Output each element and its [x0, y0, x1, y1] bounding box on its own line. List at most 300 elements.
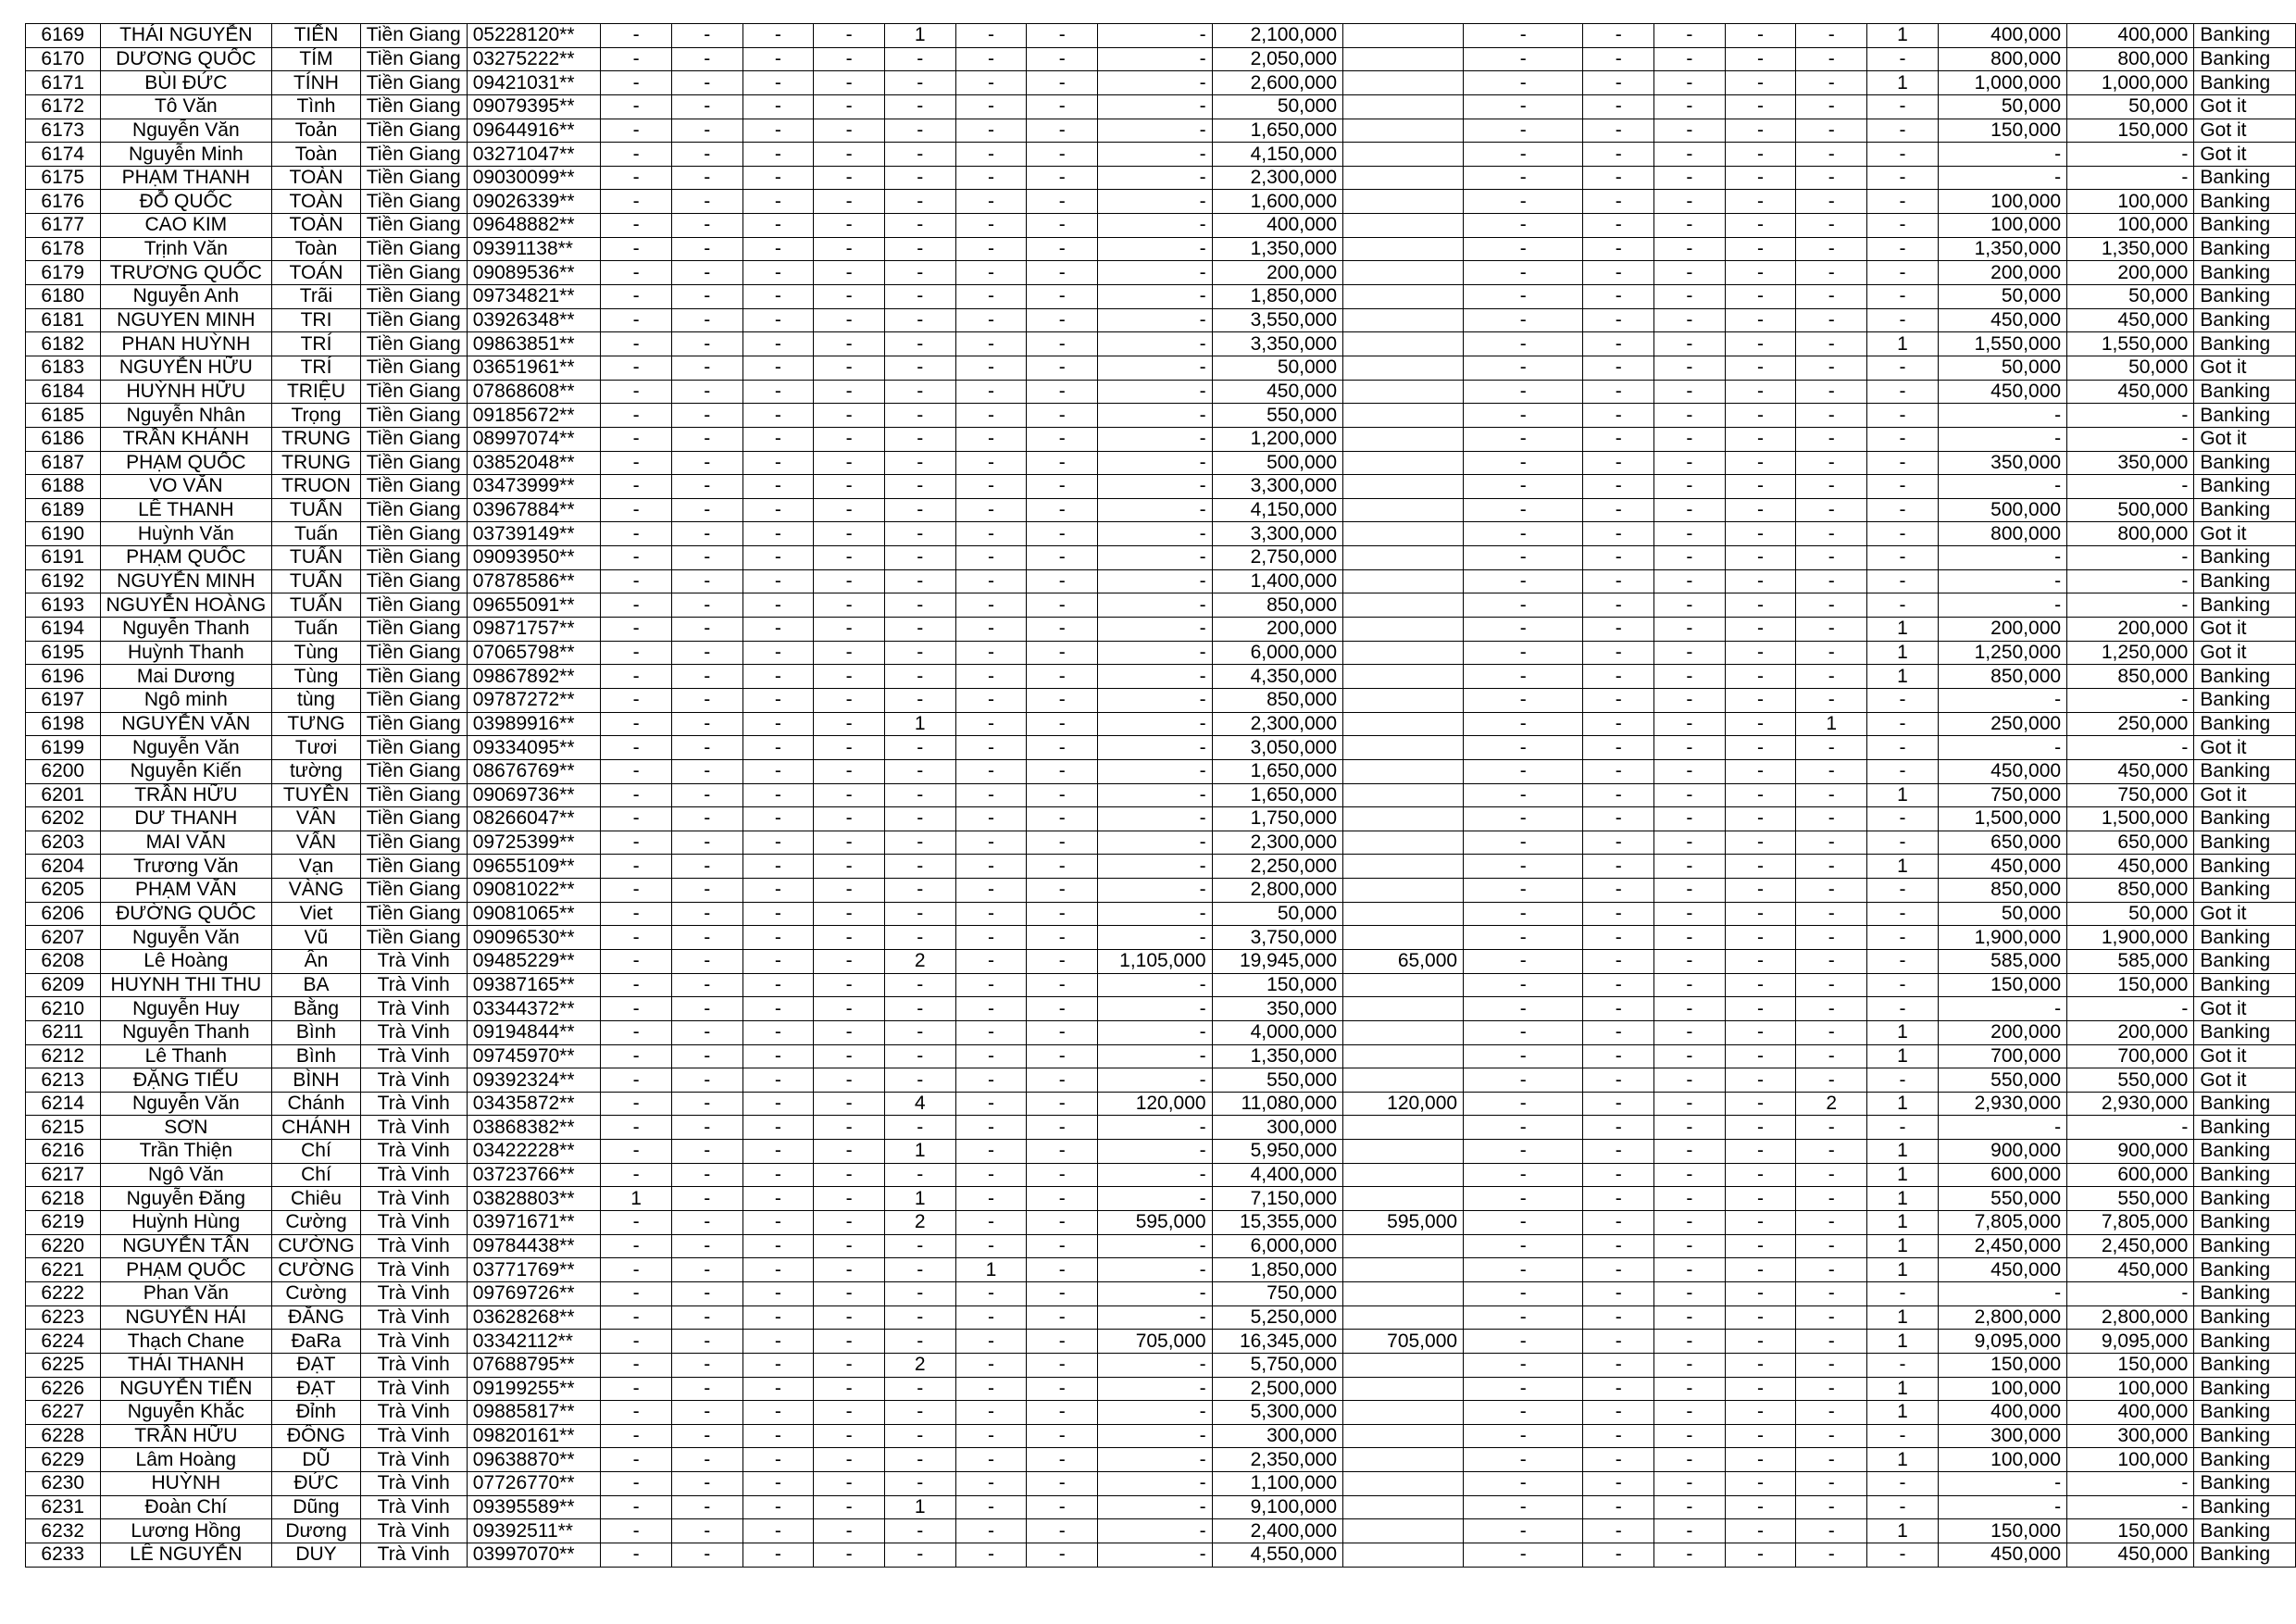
table-cell: Banking [2194, 1140, 2296, 1164]
table-cell: - [884, 285, 955, 309]
table-cell: 09638870** [467, 1448, 600, 1472]
table-cell: - [1796, 47, 1867, 71]
table-cell: - [955, 1543, 1027, 1568]
table-cell: 1,500,000 [2067, 807, 2194, 831]
table-cell: - [955, 688, 1027, 712]
table-cell: 2,930,000 [1938, 1092, 2066, 1116]
table-cell: 08266047** [467, 807, 600, 831]
table-cell: 6206 [26, 902, 101, 926]
table-cell: Trà Vinh [360, 1401, 467, 1425]
table-cell: 03344372** [467, 997, 600, 1021]
table-cell: - [814, 546, 885, 570]
table-cell: - [955, 190, 1027, 214]
table-cell: 550,000 [1212, 1068, 1342, 1093]
table-cell: - [1796, 143, 1867, 167]
table-cell: - [1098, 618, 1213, 642]
table-cell: - [601, 665, 672, 689]
table-cell: - [814, 380, 885, 404]
table-cell: - [1654, 475, 1726, 499]
table-cell: - [601, 783, 672, 807]
table-cell: 350,000 [2067, 451, 2194, 475]
table-cell: - [1098, 1305, 1213, 1330]
table-cell: Mai Dương [100, 665, 272, 689]
table-cell: 19,945,000 [1212, 949, 1342, 973]
table-cell: - [1583, 451, 1654, 475]
table-cell: - [1464, 1401, 1583, 1425]
table-cell: - [671, 902, 742, 926]
table-cell: - [1027, 1448, 1098, 1472]
table-cell: - [742, 879, 814, 903]
table-cell: 600,000 [1938, 1163, 2066, 1187]
table-cell: 09081065** [467, 902, 600, 926]
table-cell: 150,000 [1938, 1353, 2066, 1377]
table-cell: - [814, 1543, 885, 1568]
table-cell: - [814, 1472, 885, 1496]
table-cell: 1 [1867, 1163, 1939, 1187]
table-cell: - [671, 1305, 742, 1330]
table-cell: 450,000 [1938, 855, 2066, 879]
table-cell: - [814, 569, 885, 593]
table-cell: 450,000 [2067, 759, 2194, 783]
table-cell: - [814, 759, 885, 783]
table-cell: Tuấn [272, 618, 361, 642]
table-cell [1343, 593, 1464, 618]
table-cell: 120,000 [1098, 1092, 1213, 1116]
table-cell [1343, 285, 1464, 309]
table-cell: 6,000,000 [1212, 1234, 1342, 1258]
table-cell: - [671, 688, 742, 712]
table-cell: 6213 [26, 1068, 101, 1093]
table-cell: - [671, 143, 742, 167]
table-cell: - [2067, 688, 2194, 712]
table-cell: - [1796, 119, 1867, 143]
table-cell: - [671, 1234, 742, 1258]
table-cell: 1 [884, 712, 955, 736]
table-cell: TRIỆU [272, 380, 361, 404]
table-cell: TRƯƠNG QUỐC [100, 261, 272, 285]
table-cell: 1 [955, 1258, 1027, 1282]
table-cell: - [601, 427, 672, 451]
table-cell: 5,250,000 [1212, 1305, 1342, 1330]
table-cell: - [601, 1330, 672, 1354]
table-cell [1343, 641, 1464, 665]
table-cell: - [1654, 498, 1726, 522]
table-cell: - [1027, 1495, 1098, 1519]
table-row [26, 855, 2296, 879]
table-cell: - [601, 214, 672, 238]
table-cell: Trà Vinh [360, 1211, 467, 1235]
table-cell: 450,000 [1938, 380, 2066, 404]
table-cell: - [884, 1472, 955, 1496]
table-cell: 6227 [26, 1401, 101, 1425]
table-cell: Tiền Giang [360, 47, 467, 71]
table-cell: - [955, 1330, 1027, 1354]
table-cell: - [1725, 1258, 1796, 1282]
table-cell: - [1654, 1140, 1726, 1164]
table-cell: Trà Vinh [360, 1258, 467, 1282]
table-cell: 850,000 [1212, 688, 1342, 712]
table-cell: - [1654, 1353, 1726, 1377]
table-cell: - [1796, 214, 1867, 238]
table-cell: - [1796, 1163, 1867, 1187]
table-cell: - [601, 618, 672, 642]
table-cell: 585,000 [2067, 949, 2194, 973]
table-cell: - [1654, 759, 1726, 783]
table-cell: 150,000 [2067, 1519, 2194, 1543]
table-cell: - [1098, 1401, 1213, 1425]
table-cell: - [1464, 902, 1583, 926]
table-cell: - [1027, 973, 1098, 997]
table-cell: - [1464, 1305, 1583, 1330]
table-cell: - [955, 973, 1027, 997]
table-cell: 500,000 [2067, 498, 2194, 522]
table-cell: - [814, 1234, 885, 1258]
table-cell: 1,350,000 [2067, 237, 2194, 261]
table-cell: Nguyễn Kiến [100, 759, 272, 783]
table-cell: - [671, 1258, 742, 1282]
table-cell: Trà Vinh [360, 1140, 467, 1164]
table-cell: - [1654, 973, 1726, 997]
table-cell: 300,000 [2067, 1424, 2194, 1448]
table-cell: - [1583, 712, 1654, 736]
table-cell: Tiền Giang [360, 119, 467, 143]
table-cell [1343, 1020, 1464, 1044]
table-row [26, 1068, 2296, 1093]
table-cell: - [742, 855, 814, 879]
table-cell: 450,000 [1212, 380, 1342, 404]
table-cell: 2,300,000 [1212, 166, 1342, 190]
table-cell: TÍM [272, 47, 361, 71]
table-cell: - [1867, 1472, 1939, 1496]
table-cell: 9,095,000 [1938, 1330, 2066, 1354]
table-cell [1343, 1187, 1464, 1211]
table-cell: 2,450,000 [2067, 1234, 2194, 1258]
table-cell: - [1938, 1281, 2066, 1305]
table-cell: - [1796, 593, 1867, 618]
table-cell: - [1464, 427, 1583, 451]
table-cell: 705,000 [1343, 1330, 1464, 1354]
table-cell: - [884, 736, 955, 760]
table-cell: 09093950** [467, 546, 600, 570]
table-cell: 50,000 [1938, 902, 2066, 926]
table-cell: - [884, 1448, 955, 1472]
table-cell: Dương [272, 1519, 361, 1543]
table-cell: - [884, 569, 955, 593]
table-cell: - [884, 1163, 955, 1187]
table-cell: Chí [272, 1163, 361, 1187]
table-cell: - [955, 24, 1027, 48]
table-cell: - [1867, 47, 1939, 71]
table-cell: - [1583, 1140, 1654, 1164]
table-cell: - [1583, 641, 1654, 665]
table-cell: 4 [884, 1092, 955, 1116]
table-cell: 6232 [26, 1519, 101, 1543]
table-cell: 6204 [26, 855, 101, 879]
table-cell: 03771769** [467, 1258, 600, 1282]
table-cell: Banking [2194, 1424, 2296, 1448]
table-cell: 200,000 [2067, 618, 2194, 642]
table-cell: - [1867, 973, 1939, 997]
table-cell: - [1027, 783, 1098, 807]
table-cell [1343, 24, 1464, 48]
table-cell: - [1796, 1140, 1867, 1164]
table-cell: VO VĂN [100, 475, 272, 499]
table-cell: NGUYỄN TIẾN [100, 1377, 272, 1401]
table-cell: - [742, 214, 814, 238]
table-cell: 1 [1867, 1092, 1939, 1116]
table-cell: 1 [1867, 783, 1939, 807]
table-cell: - [814, 902, 885, 926]
table-cell: CƯỜNG [272, 1234, 361, 1258]
table-row [26, 1258, 2296, 1282]
table-cell: Trà Vinh [360, 1281, 467, 1305]
table-cell: - [742, 47, 814, 71]
table-cell: - [814, 855, 885, 879]
table-cell [1343, 569, 1464, 593]
table-cell: - [1464, 759, 1583, 783]
table-cell: - [671, 119, 742, 143]
table-cell: 800,000 [1938, 522, 2066, 546]
table-cell: - [1583, 1353, 1654, 1377]
table-cell: Banking [2194, 380, 2296, 404]
table-cell: - [814, 1187, 885, 1211]
table-cell: - [1654, 807, 1726, 831]
table-cell: - [671, 1472, 742, 1496]
table-cell: - [1725, 879, 1796, 903]
table-cell: - [884, 879, 955, 903]
table-cell: 150,000 [2067, 119, 2194, 143]
table-cell: - [1098, 190, 1213, 214]
table-cell: Toàn [272, 237, 361, 261]
table-cell: 1 [1867, 855, 1939, 879]
table-cell: Trà Vinh [360, 1116, 467, 1140]
table-cell: - [1098, 356, 1213, 380]
table-cell: 2,800,000 [2067, 1305, 2194, 1330]
table-cell: - [601, 949, 672, 973]
table-cell: 200,000 [2067, 1020, 2194, 1044]
table-cell: 07726770** [467, 1472, 600, 1496]
table-cell: - [1725, 190, 1796, 214]
table-cell: - [601, 47, 672, 71]
table-cell: 705,000 [1098, 1330, 1213, 1354]
table-cell [1343, 973, 1464, 997]
table-cell [1343, 1140, 1464, 1164]
table-cell: 03651961** [467, 356, 600, 380]
table-cell: - [1654, 404, 1726, 428]
table-cell: 09089536** [467, 261, 600, 285]
table-cell: 1 [884, 24, 955, 48]
table-cell: - [1583, 759, 1654, 783]
table-cell: - [814, 475, 885, 499]
table-cell: - [884, 1281, 955, 1305]
table-cell: - [1867, 214, 1939, 238]
table-cell: tường [272, 759, 361, 783]
table-cell: - [955, 593, 1027, 618]
table-cell: 1,650,000 [1212, 119, 1342, 143]
table-cell: - [1098, 902, 1213, 926]
table-cell: - [742, 522, 814, 546]
table-cell: - [1796, 1258, 1867, 1282]
table-cell: - [1867, 261, 1939, 285]
table-cell: - [1725, 166, 1796, 190]
table-cell: - [1583, 1020, 1654, 1044]
table-cell: - [1725, 1234, 1796, 1258]
table-cell: - [1654, 451, 1726, 475]
table-cell: - [742, 427, 814, 451]
table-cell: Trà Vinh [360, 1092, 467, 1116]
table-cell: 150,000 [1938, 119, 2066, 143]
table-cell: - [1796, 71, 1867, 95]
table-cell: - [1867, 759, 1939, 783]
table-cell: Got it [2194, 119, 2296, 143]
table-cell: Bình [272, 1044, 361, 1068]
table-cell: 09787272** [467, 688, 600, 712]
table-cell [1343, 522, 1464, 546]
table-cell: - [884, 166, 955, 190]
table-cell: 550,000 [2067, 1187, 2194, 1211]
table-cell: Lương Hồng [100, 1519, 272, 1543]
table-cell: - [1027, 285, 1098, 309]
table-cell: 3,350,000 [1212, 332, 1342, 356]
table-cell: - [601, 237, 672, 261]
table-cell: - [814, 783, 885, 807]
table-cell: 1,600,000 [1212, 190, 1342, 214]
table-cell: - [1464, 190, 1583, 214]
table-cell: - [1938, 1495, 2066, 1519]
table-cell: - [601, 261, 672, 285]
table-cell: - [884, 237, 955, 261]
table-cell: - [1583, 546, 1654, 570]
table-cell: - [601, 1519, 672, 1543]
table-cell: - [884, 1519, 955, 1543]
table-cell: - [671, 1044, 742, 1068]
table-cell: - [1464, 1234, 1583, 1258]
table-cell: - [1098, 1472, 1213, 1496]
table-cell: - [1796, 641, 1867, 665]
table-cell: DƯ THANH [100, 807, 272, 831]
table-cell: 200,000 [2067, 261, 2194, 285]
table-cell: Tiền Giang [360, 688, 467, 712]
table-cell: - [1027, 380, 1098, 404]
table-cell: Got it [2194, 356, 2296, 380]
table-cell: - [814, 190, 885, 214]
table-cell: - [671, 71, 742, 95]
table-cell: - [1464, 332, 1583, 356]
table-cell: - [1583, 94, 1654, 119]
table-cell: - [1583, 47, 1654, 71]
table-cell: - [1796, 261, 1867, 285]
table-cell: 1,650,000 [1212, 759, 1342, 783]
table-cell: 500,000 [1212, 451, 1342, 475]
table-row [26, 665, 2296, 689]
table-cell: - [1098, 855, 1213, 879]
table-cell: Trà Vinh [360, 1187, 467, 1211]
table-cell: - [671, 24, 742, 48]
table-cell: - [814, 119, 885, 143]
table-cell: Tiền Giang [360, 261, 467, 285]
table-cell: - [1867, 498, 1939, 522]
table-cell [1343, 190, 1464, 214]
table-cell: - [1938, 569, 2066, 593]
table-cell: - [1464, 641, 1583, 665]
table-row [26, 1187, 2296, 1211]
table-row [26, 285, 2296, 309]
table-cell: - [1027, 1424, 1098, 1448]
table-cell: - [884, 902, 955, 926]
table-row [26, 1305, 2296, 1330]
table-cell: Banking [2194, 498, 2296, 522]
table-cell: - [1796, 807, 1867, 831]
table-cell: Banking [2194, 1092, 2296, 1116]
table-cell: Huỳnh Văn [100, 522, 272, 546]
table-cell: Banking [2194, 1258, 2296, 1282]
table-cell: 09395589** [467, 1495, 600, 1519]
table-cell: 100,000 [2067, 1377, 2194, 1401]
table-cell: 3,300,000 [1212, 522, 1342, 546]
table-cell: - [1583, 1377, 1654, 1401]
table-cell: 6194 [26, 618, 101, 642]
table-cell: - [1027, 1116, 1098, 1140]
table-cell: - [955, 94, 1027, 119]
table-cell: Got it [2194, 522, 2296, 546]
table-cell: Banking [2194, 1163, 2296, 1187]
table-cell: - [1098, 427, 1213, 451]
table-cell: - [1098, 237, 1213, 261]
table-cell: - [1583, 214, 1654, 238]
table-cell: 6199 [26, 736, 101, 760]
table-cell: 2 [1796, 1092, 1867, 1116]
table-cell: - [1725, 926, 1796, 950]
table-cell: TRI [272, 308, 361, 332]
table-cell: - [1464, 1258, 1583, 1282]
table-cell: - [1098, 807, 1213, 831]
table-cell: - [1654, 855, 1726, 879]
table-cell: - [1654, 1448, 1726, 1472]
table-cell: - [671, 1401, 742, 1425]
table-row [26, 618, 2296, 642]
table-cell: - [1098, 332, 1213, 356]
table-cell: Tiền Giang [360, 665, 467, 689]
table-cell: - [1583, 380, 1654, 404]
table-cell: 150,000 [1938, 973, 2066, 997]
table-cell: - [1098, 973, 1213, 997]
table-row [26, 1116, 2296, 1140]
table-cell: 6178 [26, 237, 101, 261]
table-cell: - [814, 879, 885, 903]
table-cell: 850,000 [1938, 665, 2066, 689]
table-cell: 1,350,000 [1938, 237, 2066, 261]
table-cell: - [1867, 1281, 1939, 1305]
table-cell: - [1583, 831, 1654, 855]
table-cell: 09820161** [467, 1424, 600, 1448]
table-cell: - [1654, 522, 1726, 546]
table-cell: - [884, 1258, 955, 1282]
table-cell: 100,000 [2067, 190, 2194, 214]
table-cell: 450,000 [2067, 1543, 2194, 1568]
table-cell: - [1796, 688, 1867, 712]
table-cell: 6222 [26, 1281, 101, 1305]
table-cell: Trương Văn [100, 855, 272, 879]
table-cell: - [1654, 879, 1726, 903]
table-cell: - [671, 949, 742, 973]
table-cell: - [884, 1401, 955, 1425]
table-cell: - [742, 1116, 814, 1140]
table-cell: - [742, 1472, 814, 1496]
table-cell: - [671, 1068, 742, 1093]
table-cell: - [742, 1187, 814, 1211]
table-cell: 2,450,000 [1938, 1234, 2066, 1258]
table-cell: Got it [2194, 1044, 2296, 1068]
